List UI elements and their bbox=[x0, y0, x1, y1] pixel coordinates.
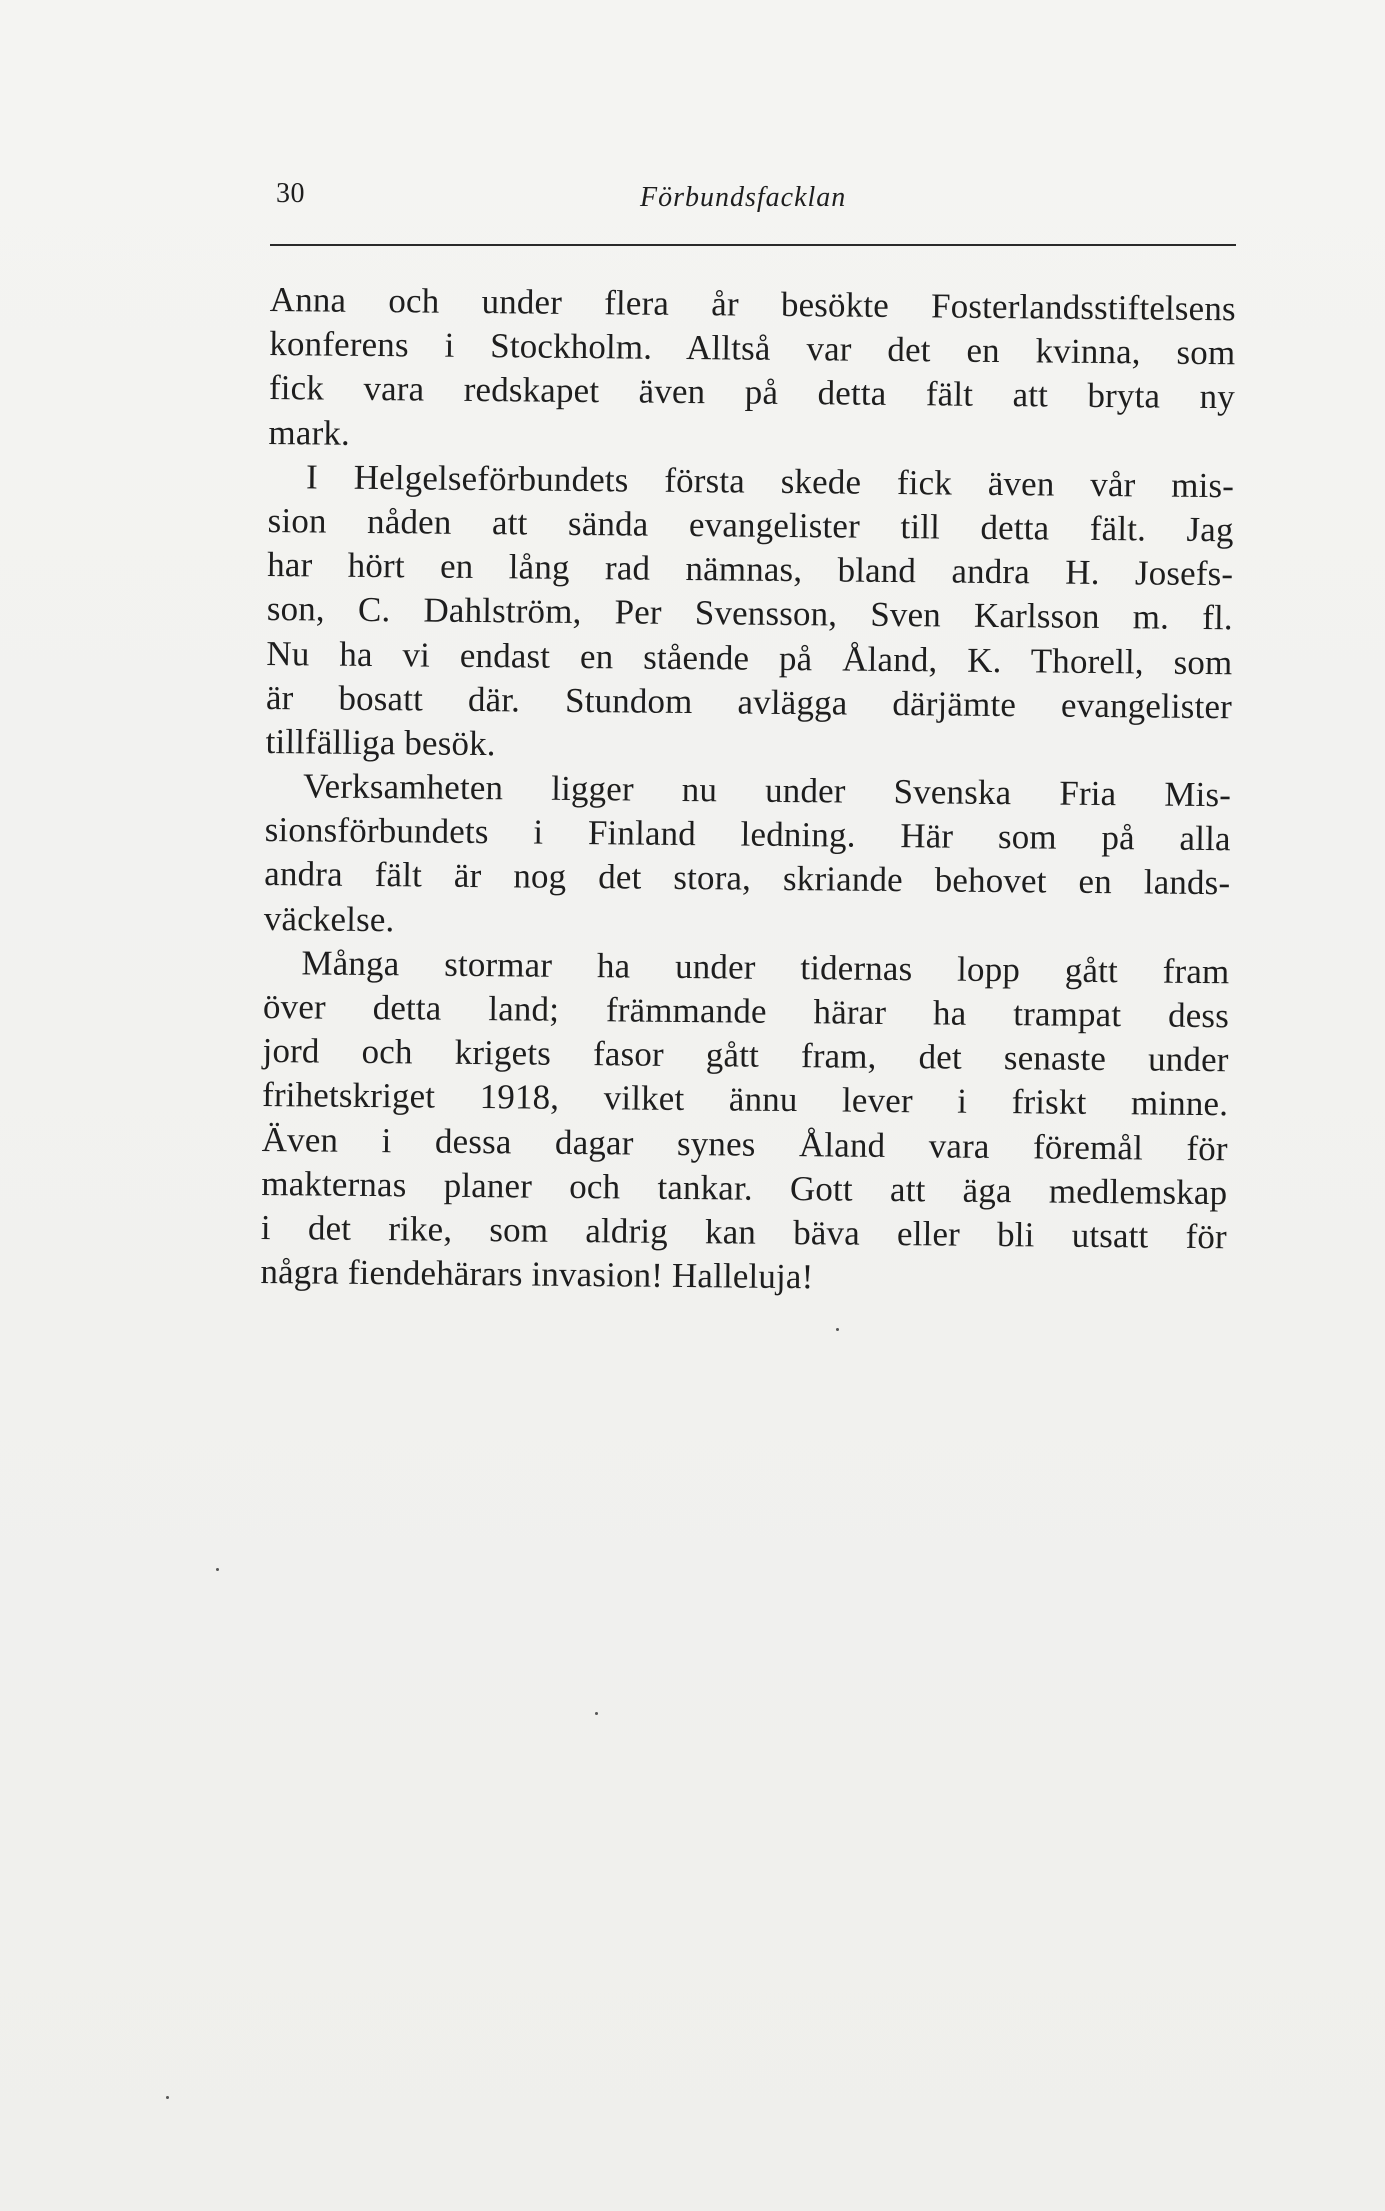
running-title: Förbundsfacklan bbox=[640, 182, 847, 213]
text-line: tillfälliga besök. bbox=[265, 721, 496, 764]
text-line: Anna och under flera år besökte Fosterlandsstiftelsens bbox=[269, 279, 1236, 329]
paper-speck bbox=[216, 1568, 219, 1571]
paper-speck bbox=[595, 1712, 598, 1715]
text-line: Nu ha vi endast en stående på Åland, K. Thorell, som bbox=[266, 633, 1233, 682]
text-line: makternas planer och tankar. Gott att äga medlemskap bbox=[261, 1163, 1228, 1212]
paragraph-start-line: Verksamheten ligger nu under Svenska Fria Mis- bbox=[302, 766, 1232, 815]
text-line: konferens i Stockholm. Alltså var det en kvinna, som bbox=[269, 324, 1236, 373]
text-line: är bosatt där. Stundom avlägga därjämte evangelister bbox=[265, 677, 1233, 726]
page-number: 30 bbox=[276, 178, 305, 209]
text-line: några fiendehärars invasion! Halleluja! bbox=[260, 1252, 814, 1297]
text-line: Även i dessa dagar synes Åland vara föremål för bbox=[261, 1119, 1228, 1168]
text-line: jord och krigets fasor gått fram, det senaste under bbox=[262, 1031, 1229, 1080]
text-line: i det rike, som aldrig kan bäva eller bli utsatt för bbox=[260, 1207, 1228, 1257]
paragraph-start-line: Många stormar ha under tidernas lopp gått fram bbox=[301, 943, 1230, 992]
header-rule bbox=[270, 244, 1236, 246]
text-line: sionsförbundets i Finland ledning. Här som på alla bbox=[264, 810, 1231, 859]
text-line: över detta land; främmande härar ha trampat dess bbox=[262, 986, 1230, 1036]
text-line: väckelse. bbox=[263, 898, 395, 939]
body-text bbox=[260, 278, 1236, 1304]
text-line: sion nåden att sända evangelister till detta fält. Jag bbox=[267, 500, 1234, 550]
page-header bbox=[270, 178, 1236, 228]
text-line: mark. bbox=[268, 412, 351, 453]
text-line: andra fält är nog det stora, skriande behovet en lands- bbox=[264, 854, 1231, 903]
text-line: son, C. Dahlström, Per Svensson, Sven Karlsson m. fl. bbox=[266, 589, 1233, 638]
text-line: har hört en lång rad nämnas, bland andra H. Josefs- bbox=[267, 545, 1234, 594]
paper-speck bbox=[166, 2096, 169, 2099]
text-line: frihetskriget 1918, vilket ännu lever i friskt minne. bbox=[261, 1075, 1229, 1124]
paragraph-start-line: I Helgelseförbundets första skede fick även vår mis- bbox=[305, 457, 1235, 506]
text-line: fick vara redskapet även på detta fält att bryta ny bbox=[268, 368, 1236, 417]
paper-speck bbox=[836, 1328, 839, 1331]
